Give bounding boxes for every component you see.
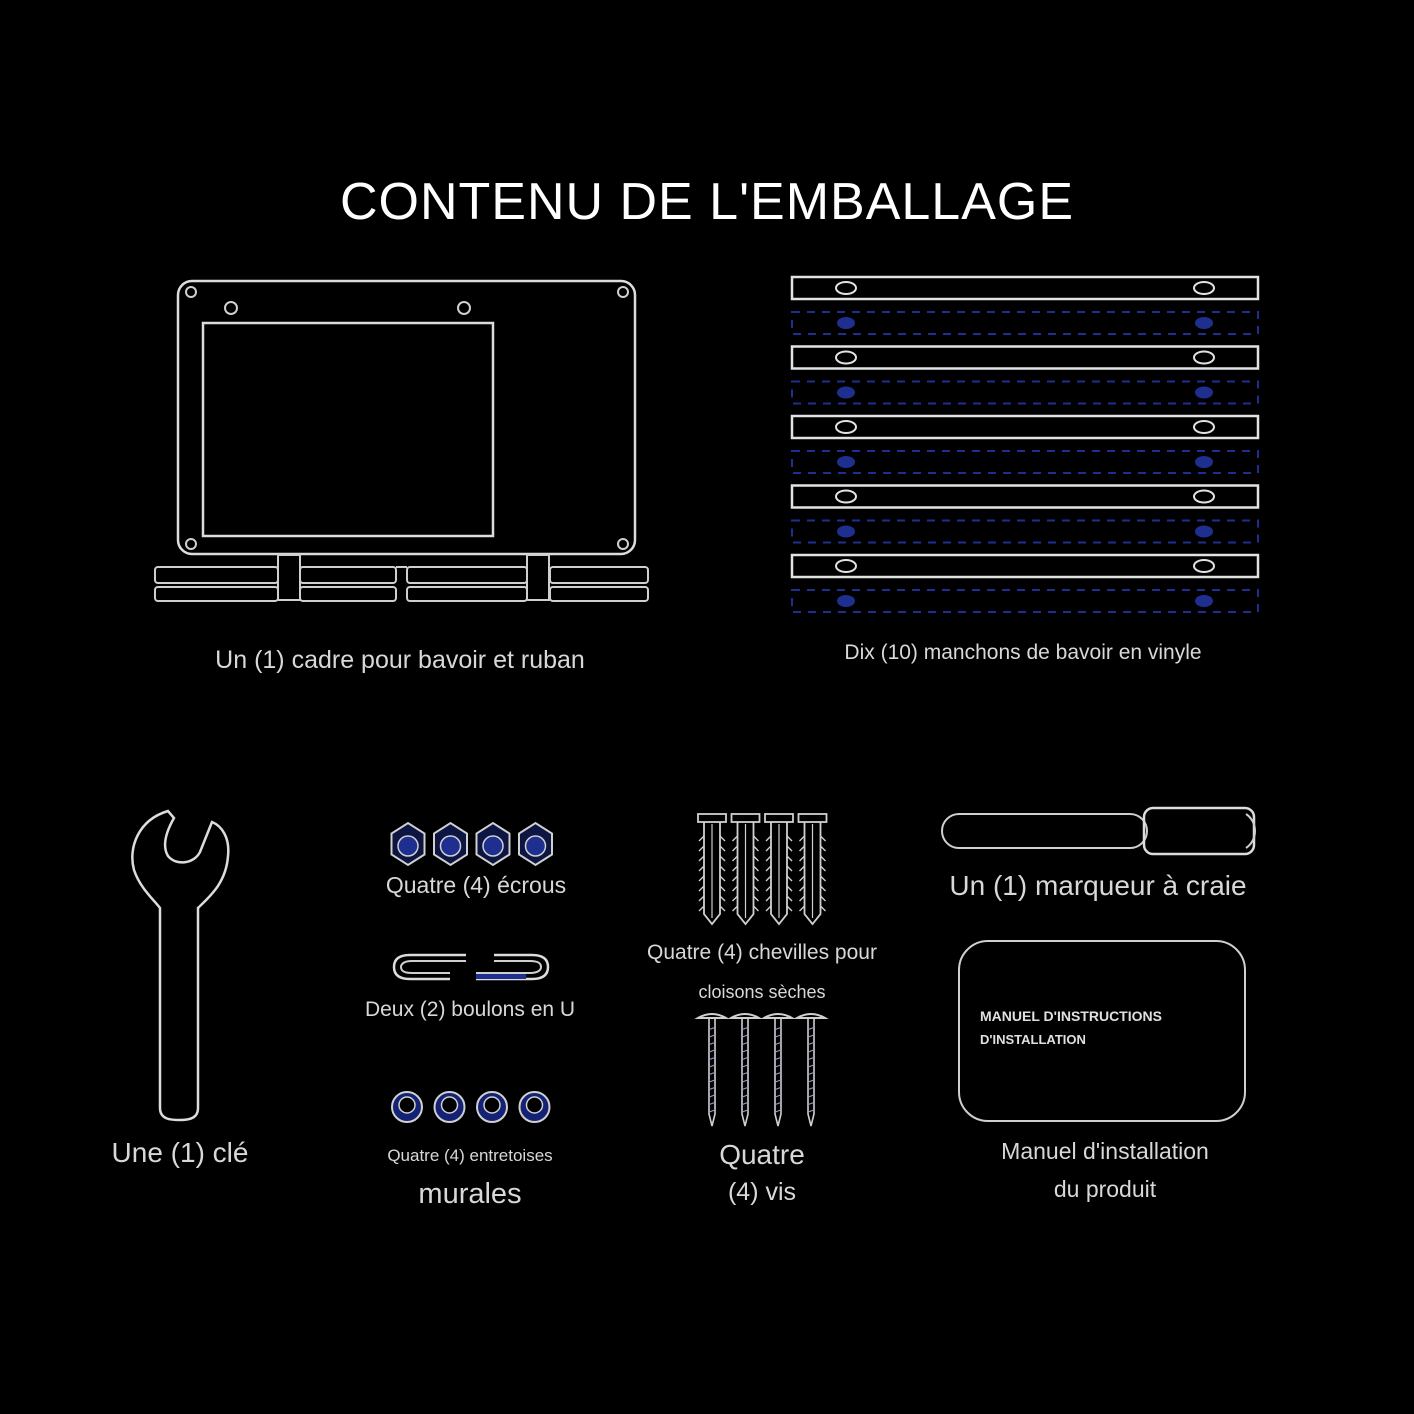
- sleeves-label: Dix (10) manchons de bavoir en vinyle: [844, 641, 1202, 664]
- manual-label-line1: Manuel d'installation: [1001, 1138, 1209, 1164]
- spacers-label-line1: Quatre (4) entretoises: [387, 1146, 553, 1165]
- sleeve-strip: [792, 416, 1258, 438]
- chalk-marker-icon: [938, 804, 1266, 858]
- nuts-illustration: [386, 818, 558, 870]
- manual-card: [958, 940, 1246, 1122]
- screws-label-line1: Quatre: [719, 1139, 805, 1170]
- nut-icon: [392, 823, 425, 865]
- screws-label-line2: (4) vis: [727, 1178, 797, 1206]
- spacer-icon: [477, 1092, 507, 1122]
- nut-icon: [519, 823, 552, 865]
- spacers-illustration: [388, 1085, 553, 1130]
- sleeve-strip-back: [792, 590, 1258, 612]
- screws-illustration: [694, 1010, 830, 1130]
- marker-label: Un (1) marqueur à craie: [949, 870, 1247, 901]
- wrench-label: Une (1) clé: [111, 1137, 249, 1168]
- u-bolts-illustration: [390, 950, 552, 985]
- screw-icon: [797, 1014, 825, 1126]
- drywall-anchor-icon: [799, 814, 827, 924]
- sleeve-strip: [792, 486, 1258, 508]
- sleeve-strip-back: [792, 521, 1258, 543]
- nuts-label: Quatre (4) écrous: [385, 872, 567, 898]
- sleeve-strip: [792, 555, 1258, 577]
- sleeve-strip: [792, 347, 1258, 369]
- anchors-label-line1: Quatre (4) chevilles pour: [647, 941, 877, 964]
- sleeve-strip-back: [792, 312, 1258, 334]
- spacer-icon: [520, 1092, 550, 1122]
- drywall-anchors-illustration: [692, 810, 832, 928]
- manual-card-line2: D'INSTALLATION: [980, 1032, 1086, 1047]
- drywall-anchor-icon: [698, 814, 726, 924]
- nut-icon: [434, 823, 467, 865]
- sleeve-strip: [792, 277, 1258, 299]
- drywall-anchor-icon: [732, 814, 760, 924]
- wrench-icon: [128, 808, 233, 1123]
- page-title: CONTENU DE L'EMBALLAGE: [339, 173, 1075, 231]
- nut-icon: [477, 823, 510, 865]
- spacers-label-line2: murales: [418, 1178, 522, 1210]
- u-bolts-label: Deux (2) boulons en U: [364, 998, 576, 1021]
- spacer-icon: [435, 1092, 465, 1122]
- screw-icon: [698, 1014, 726, 1126]
- drywall-anchor-icon: [765, 814, 793, 924]
- sleeve-strip-back: [792, 451, 1258, 473]
- screw-icon: [764, 1014, 792, 1126]
- anchors-label-line2: cloisons sèches: [698, 982, 826, 1002]
- bib-frame-illustration: [150, 278, 655, 618]
- manual-label-line2: du produit: [1053, 1176, 1157, 1202]
- screw-icon: [731, 1014, 759, 1126]
- vinyl-sleeves-illustration: [788, 272, 1262, 617]
- manual-card-line1: MANUEL D'INSTRUCTIONS: [980, 1008, 1162, 1024]
- frame-label: Un (1) cadre pour bavoir et ruban: [215, 646, 585, 674]
- sleeve-strip-back: [792, 382, 1258, 404]
- spacer-icon: [392, 1092, 422, 1122]
